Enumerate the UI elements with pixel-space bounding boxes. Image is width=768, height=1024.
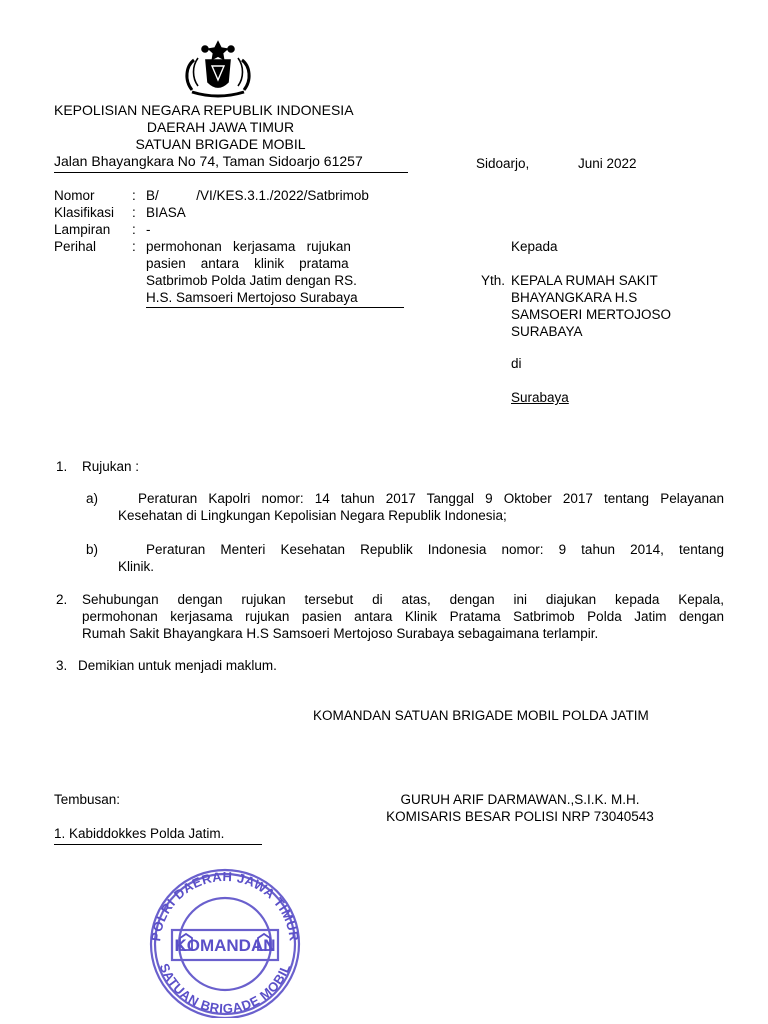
header-line-1: KEPOLISIAN NEGARA REPUBLIK INDONESIA (54, 102, 354, 118)
p2-line-2: permohonan kerjasama rujukan pasien antara Klinik Pratama Satbrimob Polda Jatim dengan (82, 609, 724, 624)
recipient-yth: Yth. (481, 273, 506, 288)
meta-value-perihal-2: pasien antara klinik pratama (146, 256, 349, 271)
place: Sidoarjo, (476, 156, 530, 171)
meta-value-perihal-3: Satbrimob Polda Jatim dengan RS. (146, 273, 357, 288)
signature-name: GURUH ARIF DARMAWAN.,S.I.K. M.H. (400, 792, 640, 807)
meta-sep: : (132, 188, 136, 203)
stamp-top-text: POLRI DAERAH JAWA TIMUR (148, 868, 302, 943)
meta-label-klasifikasi: Klasifikasi (54, 205, 115, 220)
signature-rank: KOMISARIS BESAR POLISI NRP 73040543 (386, 809, 654, 824)
p1-number: 1. (56, 459, 68, 474)
p2-line-3: Rumah Sakit Bhayangkara H.S Samsoeri Mertojoso Surabaya sebagaimana terlampir. (82, 626, 599, 641)
p3-text: Demikian untuk menjadi maklum. (78, 658, 277, 673)
meta-value-perihal-1: permohonan kerjasama rujukan (146, 239, 351, 254)
p3-number: 3. (56, 658, 68, 673)
meta-sep: : (132, 239, 136, 254)
header-address: Jalan Bhayangkara No 74, Taman Sidoarjo 61257 (54, 153, 363, 169)
signature-title: KOMANDAN SATUAN BRIGADE MOBIL POLDA JATIM (313, 708, 649, 723)
meta-label-lampiran: Lampiran (54, 222, 111, 237)
meta-value-perihal-4: H.S. Samsoeri Mertojoso Surabaya (146, 290, 358, 305)
meta-label-nomor: Nomor (54, 188, 95, 203)
stamp-center-text: KOMANDAN (174, 936, 276, 955)
meta-value-klasifikasi: BIASA (146, 205, 186, 220)
item-b-line-2: Klinik. (118, 559, 155, 574)
meta-sep: : (132, 205, 136, 220)
p1-title: Rujukan : (82, 459, 140, 474)
recipient-line-2: BHAYANGKARA H.S (511, 290, 638, 305)
official-stamp (138, 868, 312, 1018)
p2-number: 2. (56, 592, 68, 607)
meta-value-lampiran: - (146, 222, 151, 237)
cc-title: Tembusan: (54, 792, 121, 807)
recipient-city: Surabaya (511, 390, 569, 405)
p2-line-1: Sehubungan dengan rujukan tersebut di atas, dengan ini diajukan kepada Kepala, (82, 592, 724, 607)
item-a-label: a) (86, 491, 99, 506)
item-b-label: b) (86, 542, 99, 557)
meta-label-perihal: Perihal (54, 239, 97, 254)
header-line-2: DAERAH JAWA TIMUR (146, 119, 295, 135)
item-a-line-2: Kesehatan di Lingkungan Kepolisian Negara Republik Indonesia; (118, 508, 507, 523)
header-line-3: SATUAN BRIGADE MOBIL (135, 136, 306, 152)
cc-item: 1. Kabiddokkes Polda Jatim. (54, 826, 225, 841)
header-divider (54, 172, 408, 173)
recipient-line-3: SAMSOERI MERTOJOSO (511, 307, 672, 322)
perihal-underline (146, 307, 404, 308)
date: Juni 2022 (578, 156, 637, 171)
recipient-kepada: Kepada (511, 239, 558, 254)
item-b-line-1: Peraturan Menteri Kesehatan Republik Indonesia nomor: 9 tahun 2014, tentang (146, 542, 724, 557)
recipient-line-1: KEPALA RUMAH SAKIT (511, 273, 658, 288)
recipient-di: di (511, 356, 522, 371)
meta-sep: : (132, 222, 136, 237)
police-emblem-icon (178, 36, 258, 100)
recipient-line-4: SURABAYA (511, 324, 583, 339)
item-a-line-1: Peraturan Kapolri nomor: 14 tahun 2017 Tanggal 9 Oktober 2017 tentang Pelayanan (138, 491, 724, 506)
cc-underline (54, 844, 262, 845)
stamp-bottom-text: SATUAN BRIGADE MOBIL (156, 961, 294, 1017)
meta-value-nomor: B/ /VI/KES.3.1./2022/Satbrimob (146, 188, 369, 203)
